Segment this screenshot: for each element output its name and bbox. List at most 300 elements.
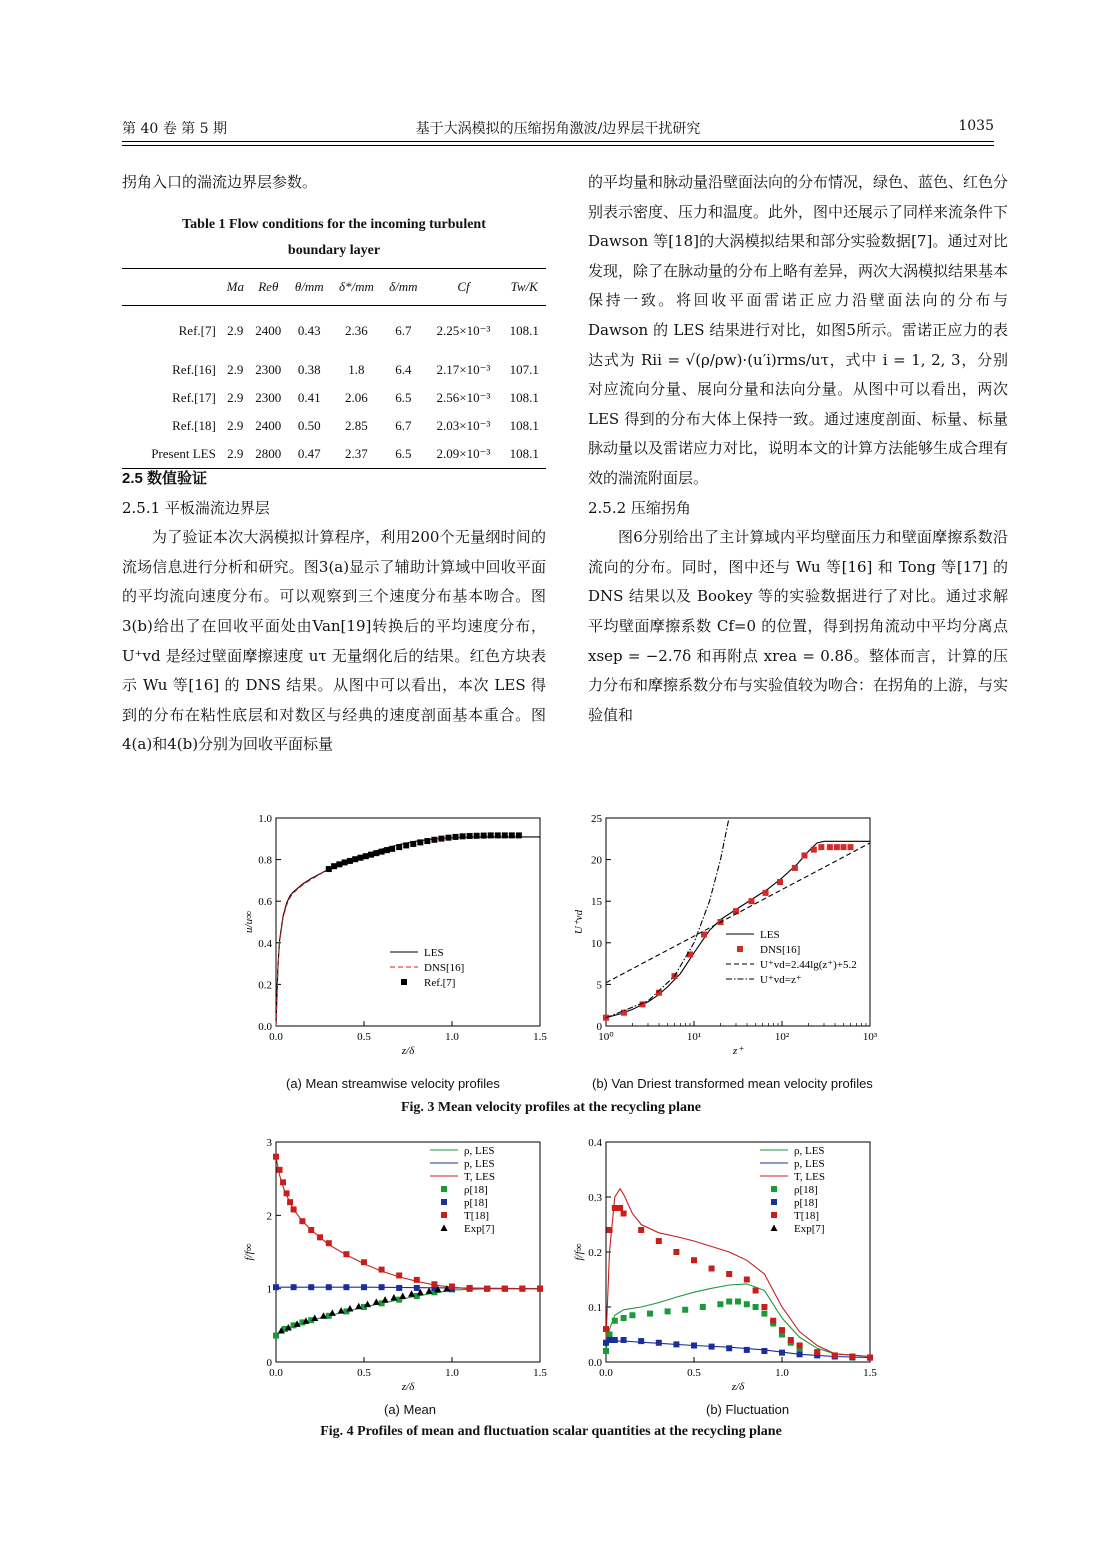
table-caption-line1: Table 1 Flow conditions for the incoming turbulent (182, 217, 486, 232)
data-point (368, 852, 374, 858)
table-cell: 107.1 (509, 362, 539, 377)
data-point (709, 1344, 715, 1350)
left-column-body (122, 464, 546, 760)
data-point (629, 1312, 635, 1318)
header-rule (122, 141, 994, 142)
series-line-0 (276, 837, 540, 1026)
y-tick-label: 10 (591, 937, 602, 950)
legend-label: p[18] (794, 1197, 818, 1209)
x-tick-label: 10⁰ (598, 1031, 614, 1043)
data-point (717, 1301, 723, 1307)
data-point (709, 1266, 715, 1272)
table-cell: 2800 (249, 440, 288, 469)
data-point (612, 1205, 618, 1211)
x-tick-label: 1.0 (445, 1031, 459, 1043)
table-cell: 0.38 (297, 362, 321, 377)
table-cell: 2.9 (227, 390, 244, 405)
data-point (467, 833, 473, 839)
y-tick-label: 15 (591, 896, 602, 909)
data-point (273, 1333, 279, 1339)
data-point (361, 1259, 367, 1265)
x-tick-label: 0.5 (357, 1367, 371, 1379)
data-point (317, 1234, 323, 1240)
data-point (607, 1337, 613, 1343)
fig3b-caption: (b) Van Driest transformed mean velocity profiles (592, 1076, 873, 1091)
paragraph: 图6分别给出了主计算域内平均壁面压力和壁面摩擦系数沿流向的分布。同时，图中还与 Wu 等[16] 和 Tong 等[17] 的 DNS 结果以及 Bookey 等的实验数据进行了对比。通过求解平均壁面摩擦系数 Cf=0 的位置，得到拐角流动中平均分离点 xsep = −2.7δ 和再附点 xrea = 0.8δ。整体而言，计算的压力分布和摩擦系数分布与实验值较为吻合：在拐角的上游，与实验值和 (588, 528, 1009, 724)
x-tick-label: 1.5 (863, 1367, 877, 1379)
y-tick-label: 0.4 (258, 937, 272, 950)
data-point (797, 1351, 803, 1357)
data-point (445, 835, 451, 841)
table-row (122, 412, 546, 440)
data-point (379, 1267, 385, 1273)
legend-label: ρ[18] (794, 1184, 818, 1196)
legend-label: p, LES (464, 1158, 495, 1170)
x-tick-label: 0.5 (357, 1031, 371, 1043)
data-point (801, 852, 807, 858)
data-point (841, 844, 847, 850)
table-header: δ*/mm (331, 269, 382, 306)
flow-conditions-table (122, 268, 546, 469)
table-cell: 0.41 (297, 390, 321, 405)
data-point (488, 832, 494, 838)
x-tick-label: 1.0 (775, 1367, 789, 1379)
legend-label: Ref.[7] (424, 977, 456, 989)
data-point (753, 1304, 759, 1310)
data-point (744, 1301, 750, 1307)
data-point (331, 863, 337, 869)
data-point (656, 1340, 662, 1346)
x-axis-label: z⁺ (732, 1045, 744, 1057)
data-point (502, 832, 508, 838)
legend-label: T, LES (464, 1171, 495, 1183)
data-point (342, 859, 348, 865)
table-header: Ma (222, 269, 249, 306)
data-point (770, 1318, 776, 1324)
table-cell: 108.1 (509, 390, 539, 405)
table-cell: Ref.[16] (172, 362, 216, 377)
header-rule-thin (122, 145, 994, 146)
data-point (612, 1337, 618, 1343)
plot-frame (606, 1142, 870, 1362)
data-point (673, 1341, 679, 1347)
y-axis-label: f/f∞ (573, 1243, 585, 1261)
table-cell: 2.85 (345, 418, 368, 433)
data-point (603, 1326, 609, 1332)
data-point (537, 1286, 543, 1292)
data-point (733, 908, 739, 914)
data-point (832, 1352, 838, 1358)
data-point (753, 1288, 759, 1294)
header-volume: 第 40 卷 第 5 期 (122, 121, 227, 137)
y-tick-label: 20 (591, 854, 602, 867)
data-point (607, 1332, 613, 1338)
data-point (280, 1179, 286, 1185)
series-line-0 (276, 1289, 540, 1336)
data-point (396, 844, 402, 850)
table-cell: 6.5 (395, 390, 412, 405)
table-cell: 6.5 (382, 440, 424, 469)
table-cell: 2.9 (227, 362, 244, 377)
y-tick-label: 0.0 (588, 1357, 602, 1369)
legend-swatch (771, 1199, 777, 1205)
table-cell: 2.25×10⁻³ (436, 323, 491, 338)
data-point (273, 1284, 279, 1290)
y-tick-label: 0 (266, 1357, 272, 1369)
data-point (691, 1257, 697, 1263)
table-cell: 2.09×10⁻³ (425, 440, 503, 469)
y-axis-label: U⁺vd (573, 909, 585, 935)
y-tick-label: 0.2 (258, 979, 272, 992)
data-point (363, 853, 369, 859)
table-caption-line2: boundary layer (287, 243, 381, 258)
table-cell: 108.1 (502, 440, 546, 469)
table-cell: 2.9 (222, 440, 249, 469)
x-tick-label: 0.5 (687, 1367, 701, 1379)
fig4a-chart (240, 1132, 560, 1394)
data-point (384, 847, 390, 853)
table-cell: 2.9 (227, 418, 244, 433)
table-cell: 2.06 (345, 390, 368, 405)
data-point (299, 1218, 305, 1224)
legend-swatch (441, 1199, 447, 1205)
x-tick-label: 1.5 (533, 1031, 547, 1043)
table-cell: 2400 (255, 323, 282, 338)
x-axis-label: z/δ (731, 1381, 745, 1393)
table-cell: 108.1 (509, 323, 539, 338)
data-point (797, 1343, 803, 1349)
data-point (811, 847, 817, 853)
data-point (396, 1285, 402, 1291)
data-point (621, 1315, 627, 1321)
table-row (122, 384, 546, 412)
data-point (382, 1296, 389, 1303)
data-point (389, 846, 395, 852)
data-point (682, 1307, 688, 1313)
data-point (410, 841, 416, 847)
data-point (656, 1238, 662, 1244)
data-point (700, 1304, 706, 1310)
data-point (379, 1284, 385, 1290)
data-point (516, 832, 522, 838)
data-point (431, 1281, 437, 1287)
table-cell: 1.8 (348, 362, 365, 377)
legend-swatch (771, 1212, 777, 1218)
x-axis-label: z/δ (401, 1381, 415, 1393)
legend-label: U⁺vd=z⁺ (760, 974, 802, 986)
data-point (347, 858, 353, 864)
data-point (291, 1284, 297, 1290)
fig3-title: Fig. 3 Mean velocity profiles at the recycling plane (400, 1100, 702, 1115)
page-number: 1035 (958, 118, 994, 134)
data-point (509, 832, 515, 838)
data-point (519, 1286, 525, 1292)
data-point (779, 1327, 785, 1333)
legend-label: DNS[16] (424, 962, 465, 974)
y-tick-label: 5 (596, 979, 602, 992)
data-point (438, 836, 444, 842)
x-tick-label: 1.5 (533, 1367, 547, 1379)
table-cell: 2.17×10⁻³ (436, 362, 491, 377)
table-cell: 2300 (255, 390, 282, 405)
data-point (647, 1311, 653, 1317)
data-point (827, 844, 833, 850)
data-point (502, 1286, 508, 1292)
data-point (603, 1348, 609, 1354)
data-point (792, 865, 798, 871)
data-point (761, 1304, 767, 1310)
table-header: Cf (425, 269, 503, 306)
data-point (326, 1240, 332, 1246)
y-tick-label: 1 (266, 1283, 272, 1296)
table-cell: 6.4 (395, 362, 412, 377)
legend-label: LES (760, 929, 780, 941)
section-2-5-heading: 2.5 数值验证 (122, 470, 208, 487)
data-point (329, 1309, 336, 1316)
table-header: Tw/K (502, 269, 546, 306)
table-cell: 2.56×10⁻³ (436, 390, 491, 405)
series-line-3 (606, 818, 729, 1018)
table-cell: 2.36 (345, 323, 368, 338)
series-line-0 (606, 841, 870, 1017)
series-line-1 (606, 1340, 870, 1358)
data-point (308, 1284, 314, 1290)
data-point (326, 866, 332, 872)
data-point (396, 1272, 402, 1278)
table-row (122, 306, 546, 357)
data-point (417, 839, 423, 845)
data-point (403, 842, 409, 848)
paragraph: 为了验证本次大涡模拟计算程序，利用200个无量纲时间的流场信息进行分析和研究。图3(a)显示了辅助计算域中回收平面的平均流向速度分布。可以观察到三个速度分布基本吻合。图3(b)给出了在回收平面处由Van[19]转换后的平均速度分布，U⁺vd 是经过壁面摩擦速度 uτ 无量纲化后的结果。红色方块表示 Wu 等[16] 的 DNS 结果。从图中可以看出，本次 LES 得到的分布在粘性底层和对数区与经典的速度剖面基本重合。图4(a)和4(b)分别为回收平面标量 (122, 528, 546, 754)
table-header: δ/mm (382, 269, 424, 306)
series-line-2 (606, 1189, 870, 1357)
fig3a-caption: (a) Mean streamwise velocity profiles (286, 1076, 500, 1091)
x-tick-label: 0.0 (269, 1367, 283, 1379)
data-point (364, 1301, 371, 1308)
table-cell: 2.03×10⁻³ (436, 418, 491, 433)
fig4b-caption: (b) Fluctuation (706, 1402, 790, 1417)
data-point (814, 1349, 820, 1355)
table-cell: 2.37 (331, 440, 382, 469)
data-point (665, 1308, 671, 1314)
y-tick-label: 25 (591, 813, 602, 825)
data-point (744, 1347, 750, 1353)
right-column (588, 168, 1008, 730)
paragraph: 拐角入口的湍流边界层参数。 (122, 173, 318, 191)
legend-label: T, LES (794, 1171, 825, 1183)
table-cell: 6.7 (395, 418, 412, 433)
data-point (460, 833, 466, 839)
data-point (308, 1227, 314, 1233)
legend-label: T[18] (464, 1210, 490, 1222)
data-point (343, 1251, 349, 1257)
table-header (122, 269, 222, 306)
data-point (481, 833, 487, 839)
legend-label: ρ[18] (464, 1184, 488, 1196)
table-header-row (122, 269, 546, 306)
fig4-title: Fig. 4 Profiles of mean and fluctuation scalar quantities at the recycling plane (320, 1424, 782, 1439)
legend-swatch (441, 1225, 448, 1232)
data-point (621, 1337, 627, 1343)
table-cell: Present LES (122, 440, 222, 469)
data-point (361, 1284, 367, 1290)
data-point (474, 833, 480, 839)
data-point (484, 1286, 490, 1292)
legend-label: LES (424, 947, 444, 959)
y-axis-label: f/f∞ (243, 1243, 255, 1261)
fig3a-chart (240, 808, 560, 1058)
x-tick-label: 10³ (862, 1031, 878, 1043)
data-point (287, 1199, 293, 1205)
legend-swatch (771, 1186, 777, 1192)
data-point (467, 1285, 473, 1291)
data-point (399, 1293, 406, 1300)
data-point (273, 1154, 279, 1160)
table-cell: 0.43 (297, 323, 321, 338)
table-cell: Ref.[18] (172, 418, 216, 433)
data-point (414, 1285, 420, 1291)
table-cell: 0.47 (288, 440, 331, 469)
data-point (818, 844, 824, 850)
header-title: 基于大涡模拟的压缩拐角激波/边界层干扰研究 (415, 121, 701, 137)
data-point (763, 890, 769, 896)
y-tick-label: 0.2 (588, 1247, 602, 1259)
x-tick-label: 1.0 (445, 1367, 459, 1379)
data-point (834, 844, 840, 850)
legend-label: ρ, LES (794, 1145, 825, 1157)
data-point (277, 1167, 283, 1173)
data-point (291, 1206, 297, 1212)
data-point (431, 837, 437, 843)
data-point (847, 844, 853, 850)
data-point (357, 855, 363, 861)
data-point (673, 1249, 679, 1255)
table-header: θ/mm (288, 269, 331, 306)
data-point (414, 1277, 420, 1283)
y-tick-label: 1.0 (258, 813, 272, 825)
y-tick-label: 0.0 (258, 1021, 272, 1033)
data-point (777, 879, 783, 885)
table-header: Reθ (249, 269, 288, 306)
data-point (373, 850, 379, 856)
data-point (621, 1211, 627, 1217)
legend-label: T[18] (794, 1210, 820, 1222)
data-point (612, 1318, 618, 1324)
section-2-5-1-heading: 2.5.1 平板湍流边界层 (122, 498, 270, 517)
fig4a-caption: (a) Mean (384, 1402, 437, 1417)
data-point (607, 1227, 613, 1233)
table-cell: Ref.[7] (178, 323, 216, 338)
plot-frame (276, 818, 540, 1026)
data-point (449, 1283, 455, 1289)
data-point (761, 1311, 767, 1317)
fig4b-chart (570, 1132, 890, 1394)
legend-label: Exp[7] (464, 1223, 495, 1235)
legend-label: p, LES (794, 1158, 825, 1170)
legend-label: p[18] (464, 1197, 488, 1209)
paragraph: 的平均量和脉动量沿壁面法向的分布情况，绿色、蓝色、红色分别表示密度、压力和温度。此外，图中还展示了同样来流条件下 Dawson 等[18]的大涡模拟结果和部分实验数据[7]。通过对比发现，除了在脉动量的分布上略有差异，两次大涡模拟结果基本保持一致。将回收平面雷诺正应力沿壁面法向的分布与 Dawson 的 LES 结果进行对比，如图5所示。雷诺正应力的表达式为 Rii = √(ρ/ρw)·(u′i)rms/uτ，式中 i = 1, 2, 3，分别对应流向分量、展向分量和法向分量。从图中可以看出，两次 LES 得到的分布大体上保持一致。通过速度剖面、标量、标量脉动量以及雷诺应力对比，说明本文的计算方法能够生成合理有效的湍流附面层。 (588, 173, 1009, 487)
legend-label: DNS[16] (760, 944, 801, 956)
legend-label: U⁺vd=2.44lg(z⁺)+5.2 (760, 959, 857, 971)
table-cell: 108.1 (509, 418, 539, 433)
legend-swatch (737, 946, 743, 952)
data-point (691, 1343, 697, 1349)
section-2-5-2-heading: 2.5.2 压缩拐角 (588, 498, 691, 517)
fig3b-chart (570, 808, 890, 1058)
left-column-intro (122, 168, 546, 198)
data-point (495, 832, 501, 838)
data-point (748, 898, 754, 904)
data-point (726, 1271, 732, 1277)
table-cell: 2300 (255, 362, 282, 377)
y-axis-label: u/u∞ (243, 911, 255, 933)
series-line-1 (276, 837, 487, 1026)
legend-swatch (771, 1225, 778, 1232)
data-point (379, 849, 385, 855)
series-line-2 (276, 1157, 540, 1289)
data-point (788, 1337, 794, 1343)
data-point (779, 1350, 785, 1356)
data-point (735, 1299, 741, 1305)
legend-label: Exp[7] (794, 1223, 825, 1235)
x-tick-label: 10² (774, 1031, 790, 1043)
x-axis-label: z/δ (401, 1045, 415, 1057)
data-point (346, 1305, 353, 1312)
series-line-0 (606, 1284, 870, 1357)
data-point (453, 834, 459, 840)
table-cell: 6.7 (395, 323, 412, 338)
y-tick-label: 3 (266, 1137, 272, 1149)
legend-label: ρ, LES (464, 1145, 495, 1157)
legend-swatch (401, 979, 407, 985)
data-point (638, 1338, 644, 1344)
y-tick-label: 0 (596, 1021, 602, 1033)
data-point (726, 1345, 732, 1351)
legend-swatch (441, 1186, 447, 1192)
table-cell: Ref.[17] (172, 390, 216, 405)
plot-frame (276, 1142, 540, 1362)
legend-swatch (441, 1212, 447, 1218)
x-tick-label: 10¹ (686, 1031, 702, 1043)
y-tick-label: 0.3 (588, 1192, 602, 1204)
data-point (867, 1355, 873, 1361)
table-cell: 0.50 (297, 418, 321, 433)
data-point (726, 1299, 732, 1305)
data-point (849, 1354, 855, 1360)
data-point (284, 1190, 290, 1196)
x-tick-label: 0.0 (269, 1031, 283, 1043)
table-row (122, 356, 546, 384)
table-cell: 2.9 (227, 323, 244, 338)
y-tick-label: 0.8 (258, 854, 272, 867)
data-point (343, 1284, 349, 1290)
data-point (744, 1277, 750, 1283)
data-point (424, 838, 430, 844)
data-point (352, 856, 358, 862)
y-tick-label: 2 (266, 1210, 272, 1223)
data-point (761, 1348, 767, 1354)
y-tick-label: 0.1 (588, 1302, 602, 1314)
data-point (621, 1010, 627, 1016)
data-point (638, 1227, 644, 1233)
table-cell: 2400 (255, 418, 282, 433)
y-tick-label: 0.6 (258, 896, 272, 909)
data-point (326, 1284, 332, 1290)
y-tick-label: 0.4 (588, 1137, 602, 1149)
x-tick-label: 0.0 (599, 1367, 613, 1379)
data-point (336, 861, 342, 867)
data-point (617, 1205, 623, 1211)
